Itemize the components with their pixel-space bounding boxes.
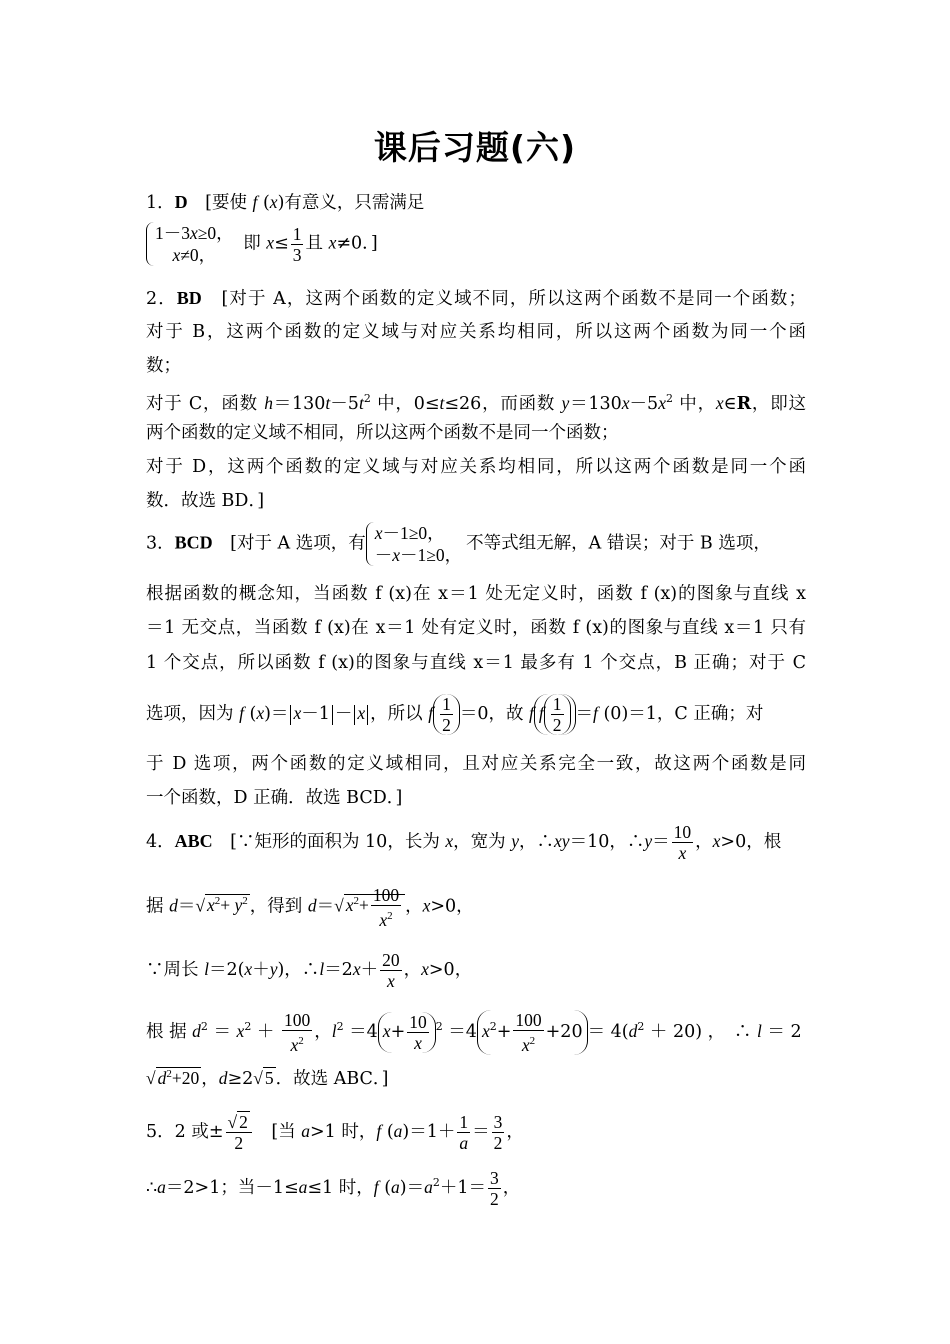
q3-line-5: 选项，因为 f (x)＝ x－1 － x ，所以 f $\frac{1}{2}$ ＝0，故 f f $\frac{1}{2}$ ＝f (0)＝1，C 正确；对 xyxy=(146,694,764,735)
page-title: 课后习题(六) xyxy=(373,128,577,167)
q5-answer: 2 或± xyxy=(174,1122,224,1142)
q4-line-1: 4．ABC [∵矩形的面积为 10，长为 x，宽为 y，∴xy＝10，∴y＝ $\frac{10}{x}$ ，x>0，根 xyxy=(146,822,782,863)
q3-line-3: ＝1 无交点，当函数 f (x)在 x＝1 处有定义时，函数 f (x)的图象与直线 x＝1 只有 xyxy=(146,618,806,638)
q4-line-4: 根 据 $d^2 = x^2$ ＋ $\frac{100}{x^2}$ ，$l^2 =4$ x+ $\frac{10}{x}$ $^2$ ＝4 $x^2+$ $\frac{100}{x^2}$ $+20 = 4(d^2 + 20)$ ， ∴ l ＝ 2 xyxy=(146,1010,802,1055)
q4-line-2: 据 d＝√ $x^2+ y^2$ ，得到 d＝√ $x^2+$ $\frac{100}{x^2}$ ，x>0， xyxy=(146,885,474,930)
q2-line-6: 对于 D，这两个函数的定义域与对应关系均相同，所以这两个函数是同一个函 xyxy=(146,457,806,477)
q5-line-2: ∴a＝2>1；当－1≤a≤1 时，f $(a)=a^2+1=$ $\frac{3}{2}$ ， xyxy=(146,1168,521,1209)
q1-answer: D xyxy=(174,192,188,212)
q3-line-6: 于 D 选项，两个函数的定义域相同，且对应关系完全一致，故这两个函数是同 xyxy=(146,754,806,774)
q2-line-2: 对于 B，这两个函数的定义域与对应关系均相同，所以这两个函数为同一个函 xyxy=(146,322,806,342)
q3-line-4: 1 个交点，所以函数 f (x)的图象与直线 x＝1 最多有 1 个交点，B 正确；对于 C xyxy=(146,653,806,673)
q4-answer: ABC xyxy=(174,831,213,851)
q2-line-4: 对于 C，函数 $h=130t-5t^2$ 中，0≤t≤26，而函数 $y=130x-5x^2$ 中，x∈R，即这 xyxy=(146,392,806,414)
q3-line-2: 根据函数的概念知，当函数 f (x)在 x＝1 处无定义时，函数 f (x)的图象与直线 x xyxy=(146,584,806,604)
q5-line-1: 5．2 或± $\frac{√ 2}{2}$ [当 a>1 时，f (a)＝1＋ $\frac{1}{a}$ ＝ $\frac{3}{2}$ ， xyxy=(146,1112,524,1153)
q2-line-3: 数； xyxy=(146,356,181,376)
q1-line-1: 1．D [要使 f (x)有意义，只需满足 xyxy=(146,192,425,213)
q3-line-7: 一个函数，D 正确．故选 BCD．] xyxy=(146,788,403,808)
q4-line-3: ∵周长 l＝2(x＋y)，∴l＝2x＋ $\frac{20}{x}$ ，x>0， xyxy=(146,950,473,991)
q2-line-5: 两个函数的定义域不相同，所以这两个函数不是同一个函数； xyxy=(146,423,619,443)
q2-line-7: 数．故选 BD．] xyxy=(146,491,265,511)
q1-system: 1－3x≥0， x≠0， xyxy=(146,222,238,266)
q2-line-1: 2．BD [对于 A，这两个函数的定义域不同，所以这两个函数不是同一个函数； xyxy=(146,288,806,309)
q2-answer: BD xyxy=(176,288,202,308)
q1-line-2: 1－3x≥0， x≠0， 即 x≤ $\frac{1}{3}$ 且 x≠0．] xyxy=(146,222,378,266)
q3-answer: BCD xyxy=(174,532,213,553)
q4-line-5: √ $d^2+20$ ，d≥2√ 5 ．故选 ABC．] xyxy=(146,1067,389,1089)
q3-line-1: 3．BCD [对于 A 选项，有 x－1≥0， －x－1≥0， 不等式组无解，A 错误；对于 B 选项， xyxy=(146,523,771,565)
